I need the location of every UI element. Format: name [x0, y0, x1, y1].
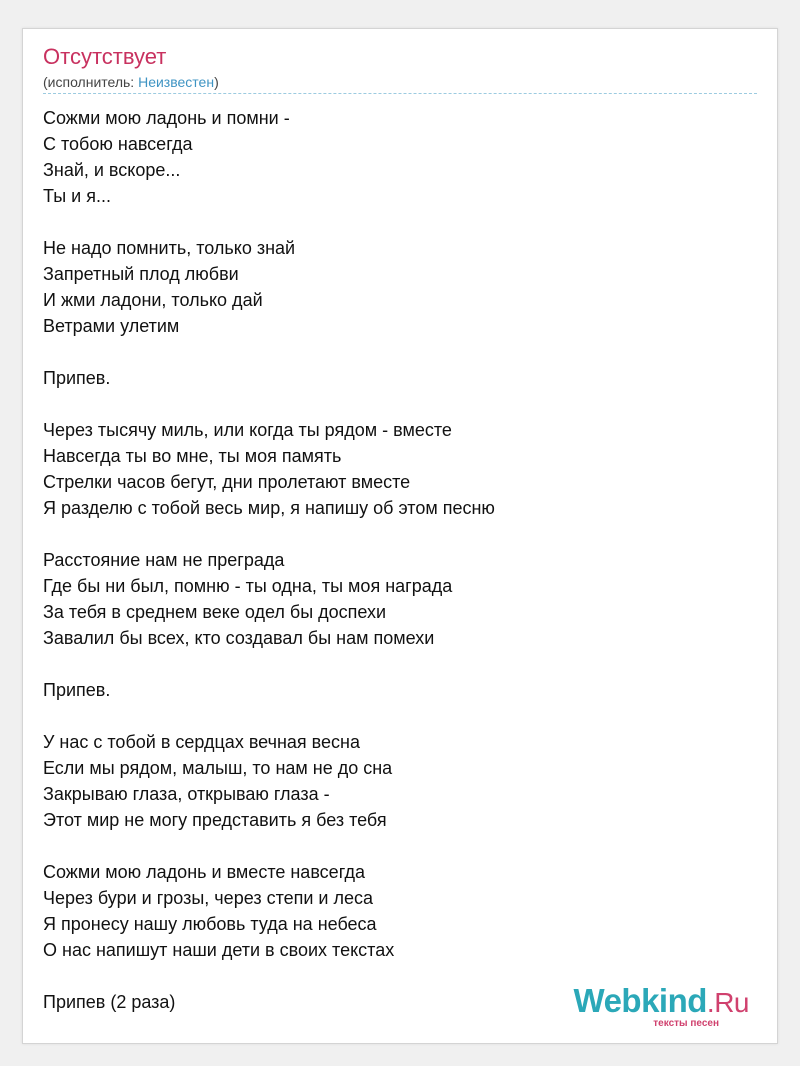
- lyric-line: Ты и я...: [43, 186, 111, 206]
- stanza-gap: [43, 209, 753, 235]
- artist-line: [43, 73, 219, 91]
- artist-prefix: (исполнитель:: [43, 74, 139, 90]
- lyric-line: Не надо помнить, только знай: [43, 238, 296, 258]
- logo-wordmark: [574, 984, 749, 1020]
- lyric-line: О нас напишут наши дети в своих текстах: [43, 940, 395, 960]
- stanza-gap: [43, 521, 753, 547]
- artist-suffix: ): [214, 74, 219, 90]
- lyric-line: За тебя в среднем веке одел бы доспехи: [43, 602, 387, 622]
- logo-main-text: Webkind: [573, 982, 707, 1019]
- lyric-line: Припев.: [43, 368, 111, 388]
- lyric-line: Через тысячу миль, или когда ты рядом - вместе: [43, 420, 452, 440]
- lyric-line: Закрываю глаза, открываю глаза -: [43, 784, 330, 804]
- lyric-line: Стрелки часов бегут, дни пролетают вместе: [43, 472, 411, 492]
- lyric-line: У нас с тобой в сердцах вечная весна: [43, 732, 360, 752]
- lyric-line: Я разделю с тобой весь мир, я напишу об этом песню: [43, 498, 495, 518]
- lyric-line: Знай, и вскоре...: [43, 160, 181, 180]
- artist-link[interactable]: Неизвестен: [138, 74, 215, 90]
- lyric-line: Припев (2 раза): [43, 992, 176, 1012]
- lyric-line: Если мы рядом, малыш, то нам не до сна: [43, 758, 393, 778]
- lyric-line: Я пронесу нашу любовь туда на небеса: [43, 914, 377, 934]
- lyric-line: Сожми мою ладонь и вместе навсегда: [43, 862, 365, 882]
- lyric-line: Завалил бы всех, кто создавал бы нам помехи: [43, 628, 435, 648]
- site-logo[interactable]: [574, 984, 749, 1029]
- lyric-line: Расстояние нам не преграда: [43, 550, 285, 570]
- stanza-gap: [43, 651, 753, 677]
- stanza-gap: [43, 339, 753, 365]
- stanza-gap: [43, 703, 753, 729]
- song-title: Отсутствует: [43, 44, 167, 69]
- stanza-gap: [43, 833, 753, 859]
- lyric-line: Запретный плод любви: [43, 264, 239, 284]
- lyric-line: Сожми мою ладонь и помни -: [43, 108, 290, 128]
- lyric-line: Припев.: [43, 680, 111, 700]
- lyric-line: И жми ладони, только дай: [43, 290, 263, 310]
- lyric-line: Где бы ни был, помню - ты одна, ты моя награда: [43, 576, 453, 596]
- logo-suffix-text: .Ru: [706, 987, 749, 1018]
- lyric-line: С тобою навсегда: [43, 134, 193, 154]
- lyric-line: Этот мир не могу представить я без тебя: [43, 810, 387, 830]
- stanza-gap: [43, 391, 753, 417]
- lyrics-card: [22, 28, 778, 1044]
- logo-tagline: тексты песен: [653, 1018, 719, 1029]
- lyric-line: Через бури и грозы, через степи и леса: [43, 888, 374, 908]
- dashed-divider: [43, 93, 757, 94]
- lyric-line: Навсегда ты во мне, ты моя память: [43, 446, 342, 466]
- lyric-line: Ветрами улетим: [43, 316, 180, 336]
- lyrics-text: [43, 105, 753, 1015]
